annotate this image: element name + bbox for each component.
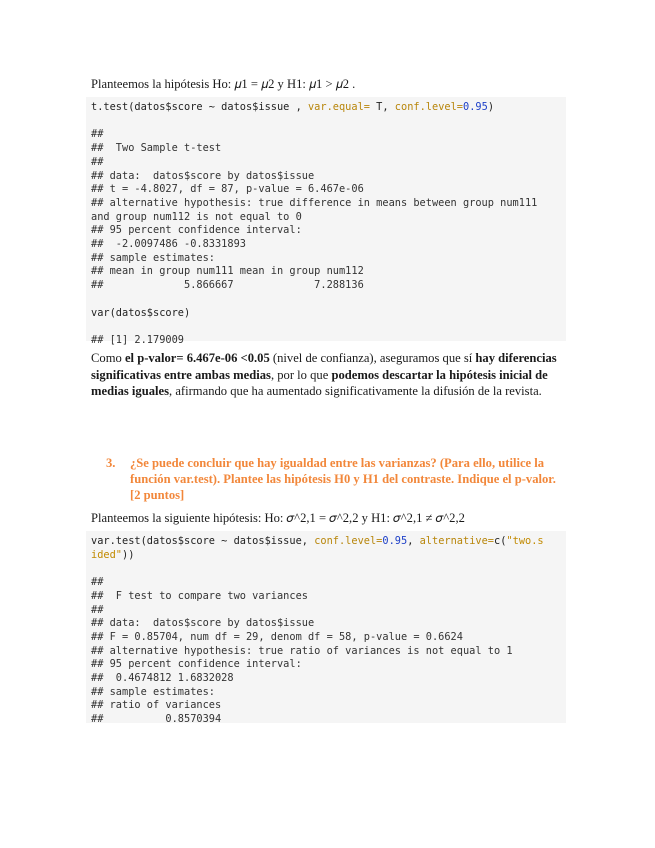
conclusion-paragraph: Como el p-valor= 6.467e-06 <0.05 (nivel de confianza), aseguramos que sí hay diferencias significativas entre ambas medias, por lo que podemos descartar la hipótesis inicial de medias iguales, afirmando que ha aumentado significativamente la difusión de la revista. [91,351,557,398]
hypothesis-intro-1: Planteemos la hipótesis Ho: 𝜇1 = 𝜇2 y H1: 𝜇1 > 𝜇2 . [91,77,356,91]
code-ttest-call: t.test(datos$score ~ datos$issue , var.equal= T, conf.level=0.95) [91,101,495,113]
code-block-ttest [86,97,566,346]
code-var-call: var(datos$score) [91,306,191,319]
vartest-output: ## ## F test to compare two variances ## ## data: datos$score by datos$issue ## F = 0.85704, num df = 29, denom df = 58, p-value = 0.6624 ## alternative hypothesis: true ratio of variances is not equal to 1 ## 95 percent confidence interval: ## 0.4674812 1.6832028 ## sample estimates: ## ratio of variances ## 0.8570394 [91,576,513,726]
hypothesis-intro-2: Planteemos la siguiente hipótesis: Ho: 𝜎^2,1 = 𝜎^2,2 y H1: 𝜎^2,1 ≠ 𝜎^2,2 [91,511,465,525]
question-3-heading: 3. ¿Se puede concluir que hay igualdad entre las varianzas? (Para ello, utilice la función var.test). Plantee las hipótesis H0 y H1 del contraste. Indique el p-valor. [2 puntos] [106,456,556,502]
code-vartest-call: var.test(datos$score ~ datos$issue, conf.level=0.95, alternative=c("two.s ided")) [91,535,544,561]
ttest-output: ## ## Two Sample t-test ## ## data: datos$score by datos$issue ## t = -4.8027, df = 87, p-value = 6.467e-06 ## alternative hypothesis: true difference in means between group num111 and group num112 is not equal to 0 ## 95 percent confidence interval: ## -2.0097486 -0.8331893 ## sample estimates: ## mean in group num111 mean in group num112 ## 5.866667 7.288136 [91,128,538,292]
code-block-vartest [86,531,566,726]
var-output: ## [1] 2.179009 [91,333,184,346]
